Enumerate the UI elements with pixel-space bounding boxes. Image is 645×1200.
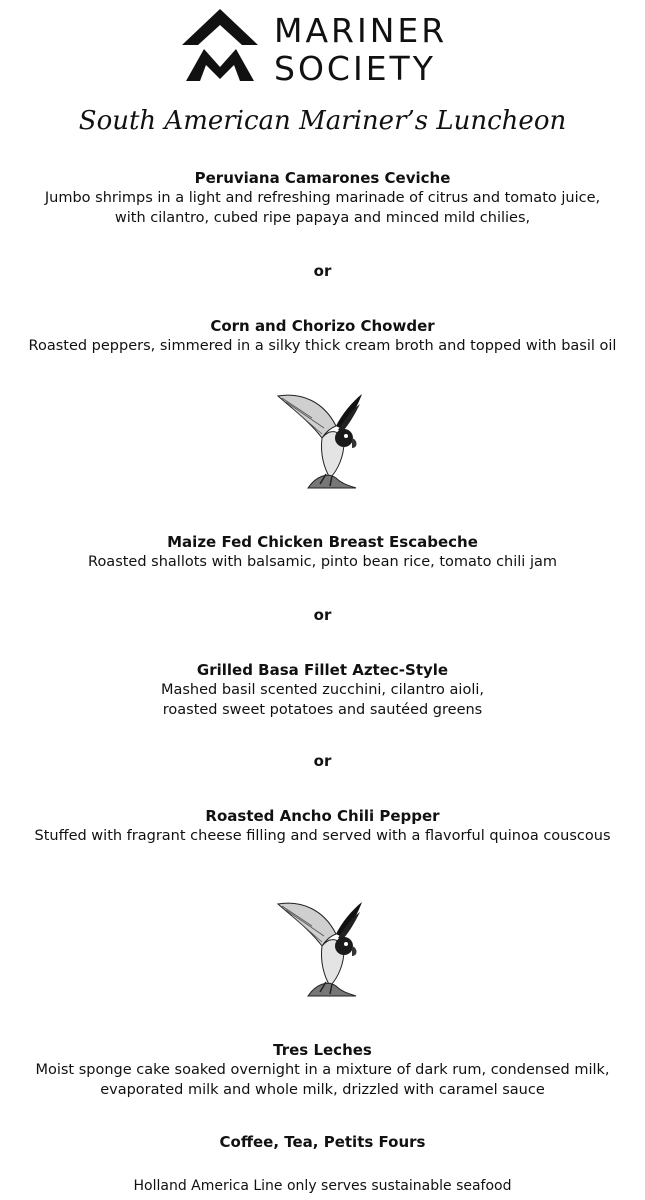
dish-description-line-1: Moist sponge cake soaked overnight in a mixture of dark rum, condensed milk, <box>35 1062 610 1078</box>
dish-name: Peruviana Camarones Ceviche <box>194 169 451 187</box>
parrot-icon <box>272 896 368 1000</box>
dish-name: Tres Leches <box>273 1041 372 1059</box>
brand-logo <box>182 5 462 88</box>
separator-or: or <box>313 262 332 280</box>
menu-title: South American Mariner’s Luncheon <box>78 106 567 136</box>
dish-description-line-2: roasted sweet potatoes and sautéed greens <box>162 702 483 718</box>
dish-name: Maize Fed Chicken Breast Escabeche <box>167 533 478 551</box>
main-2 <box>0 660 645 720</box>
mariner-society-logo-icon <box>182 5 258 81</box>
brand-line-1: MARINER <box>274 11 448 50</box>
dish-description: Jumbo shrimps in a light and refreshing marinade of citrus and tomato juice, with cilantro, cubed ripe papaya and minced mild chilies, <box>44 190 601 226</box>
dish-name: Grilled Basa Fillet Aztec-Style <box>196 661 449 679</box>
dish-name: Roasted Ancho Chili Pepper <box>205 807 440 825</box>
dessert <box>0 1040 645 1100</box>
separator-or: or <box>313 606 332 624</box>
footer-note: Holland America Line only serves sustainable seafood <box>133 1178 512 1194</box>
starter-1 <box>0 168 645 228</box>
separator-or: or <box>313 752 332 770</box>
dish-description: Roasted shallots with balsamic, pinto bean rice, tomato chili jam <box>88 554 557 570</box>
starter-2 <box>0 316 645 356</box>
dish-description-line-2: evaporated milk and whole milk, drizzled with caramel sauce <box>100 1082 545 1098</box>
dish-description: Roasted peppers, simmered in a silky thick cream broth and topped with basil oil <box>28 338 617 354</box>
dish-description: Stuffed with fragrant cheese filling and served with a flavorful quinoa couscous <box>34 828 611 844</box>
beverages: Coffee, Tea, Petits Fours <box>219 1133 426 1151</box>
main-3 <box>0 806 645 846</box>
brand-line-2: SOCIETY <box>274 49 436 88</box>
parrot-icon <box>272 388 368 492</box>
dish-name: Corn and Chorizo Chowder <box>210 317 435 335</box>
main-1 <box>0 532 645 572</box>
dish-description-line-1: Mashed basil scented zucchini, cilantro aioli, <box>160 682 484 698</box>
